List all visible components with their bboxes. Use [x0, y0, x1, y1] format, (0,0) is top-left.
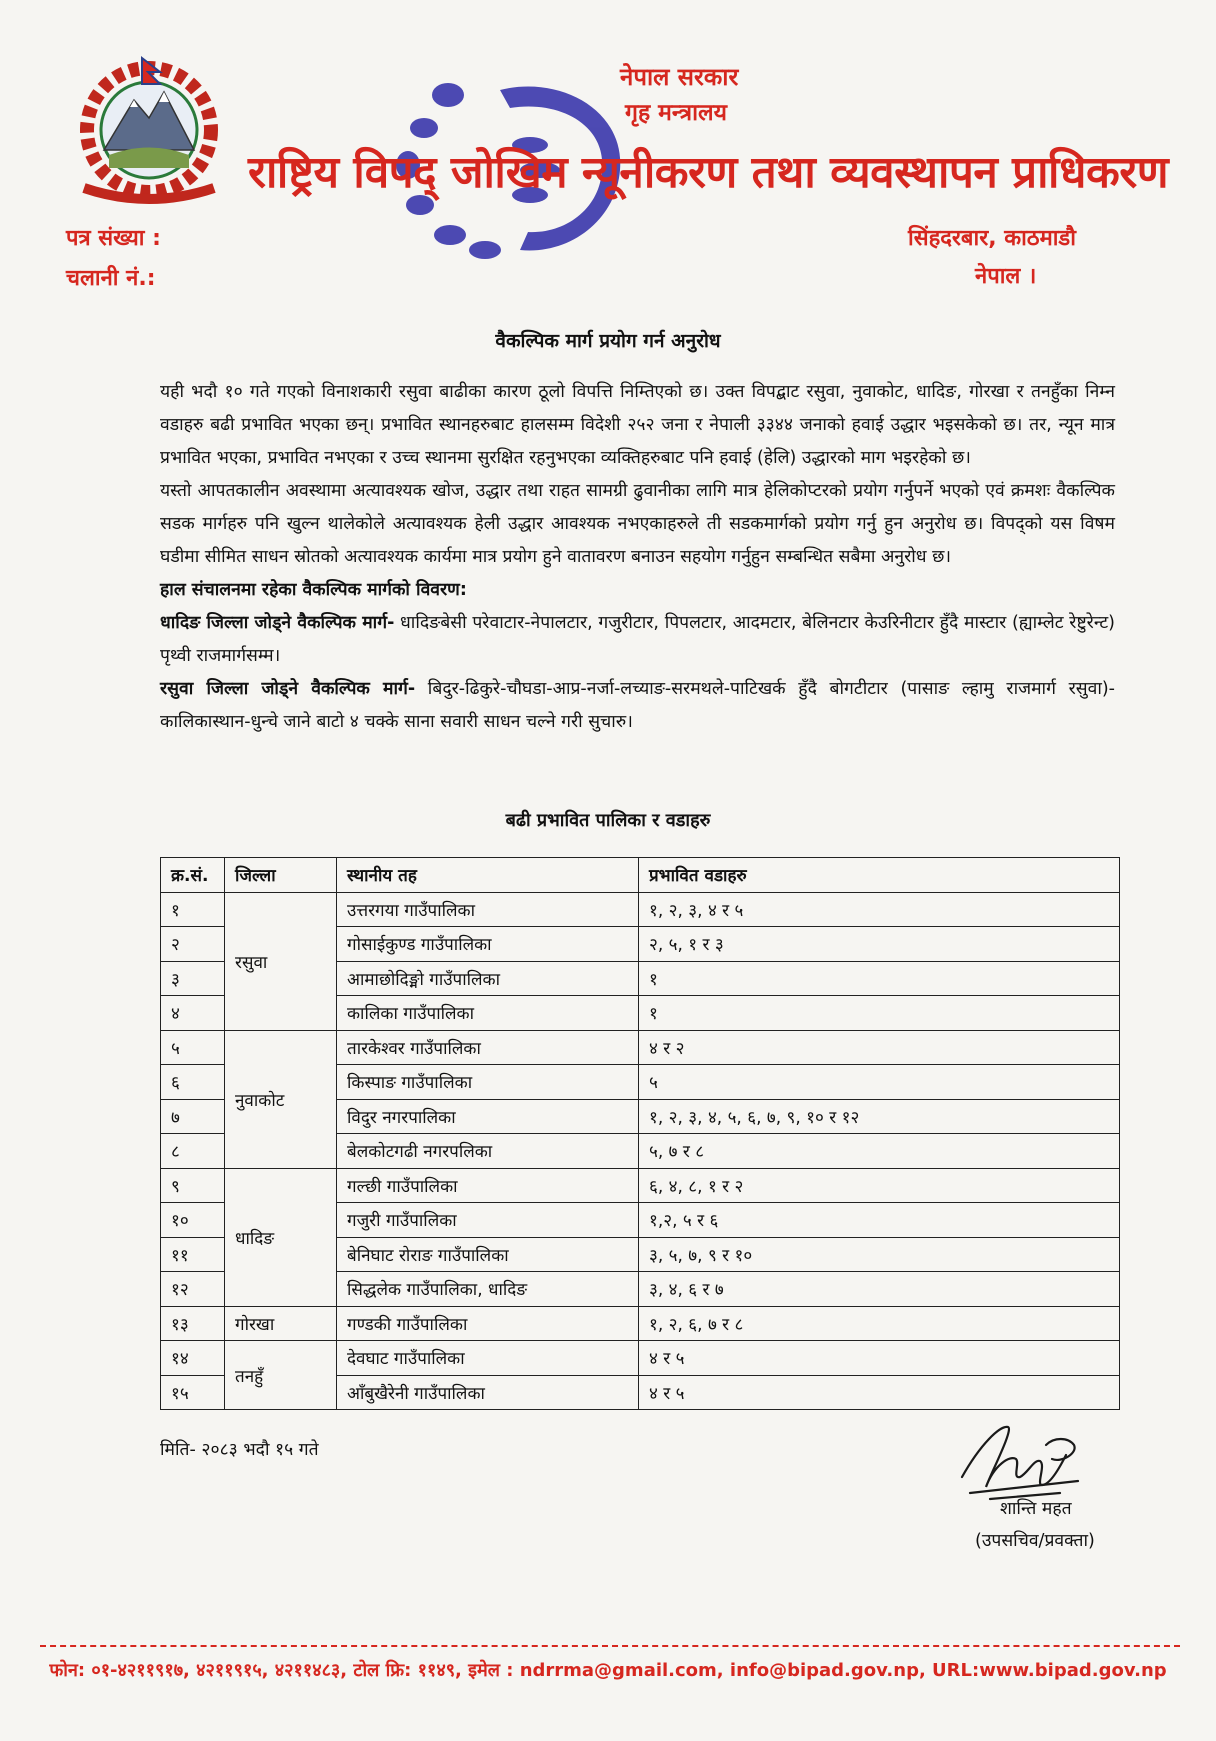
signer-title: (उपसचिव/प्रवक्ता) — [975, 1531, 1095, 1551]
district-cell: धादिङ — [225, 1168, 337, 1306]
letter-date: मिति- २०८३ भदौ १५ गते — [160, 1440, 319, 1460]
signer-name: शान्ति महत — [1000, 1499, 1072, 1519]
serial-cell: १२ — [161, 1272, 225, 1307]
affected-wards-cell: ५, ७ र ८ — [639, 1134, 1120, 1169]
affected-wards-cell: १ — [639, 961, 1120, 996]
serial-cell: ३ — [161, 961, 225, 996]
header-district: जिल्ला — [225, 858, 337, 893]
footer-contact: फोन: ०१-४२११९१७, ४२११९१५, ४२११४८३, टोल फ्रि: ११४९, इमेल : ndrrma@gmail.com, info@bipad.gov.np, URL:www.bipad.gov.np — [49, 1660, 1167, 1681]
ministry-name: गृह मन्त्रालय — [625, 100, 727, 126]
affected-wards-cell: ४ र ५ — [639, 1375, 1120, 1410]
local-level-cell: देवघाट गाउँपालिका — [337, 1341, 639, 1376]
paragraph-1: यही भदौ १० गते गएको विनाशकारी रसुवा बाढीका कारण ठूलो विपत्ति निम्तिएको छ। उक्त विपद्बाट रसुवा, नुवाकोट, धादिङ, गोरखा र तनहुँका निम्न वडाहरु बढी प्रभावित भएका छन्। प्रभावित स्थानहरुबाट हालसम्म विदेशी २५२ जना र नेपाली ३३४४ जनाको हवाई उद्धार भइसकेको छ। तर, न्यून मात्र प्रभावित भएका, प्रभावित नभएका र उच्च स्थानमा सुरक्षित रहनुभएका व्यक्तिहरुबाट पनि हवाई (हेलि) उद्धारको माग भइरहेको छ। — [160, 382, 1115, 468]
paragraph-2: यस्तो आपतकालीन अवस्थामा अत्यावश्यक खोज, उद्धार तथा राहत सामग्री ढुवानीका लागि मात्र हेलिकोप्टरको प्रयोग गर्नुपर्ने भएको एवं क्रमशः वैकल्पिक सडक मार्गहरु पनि खुल्न थालेकोले अत्यावश्यक हेली उद्धार आवश्यक नभएकाहरुले ती सडकमार्गको प्रयोग गर्नु हुन अनुरोध छ। विपद्को यस विषम घडीमा सीमित साधन स्रोतको अत्यावश्यक कार्यमा मात्र प्रयोग हुने वातावरण बनाउन सहयोग गर्नुहुन सम्बन्धित सबैमा अनुरोध छ। — [160, 481, 1115, 567]
local-level-cell: बेनिघाट रोराङ गाउँपालिका — [337, 1237, 639, 1272]
table-title: बढी प्रभावित पालिका र वडाहरु — [505, 810, 711, 831]
table-row — [161, 1030, 1120, 1065]
local-level-cell: गण्डकी गाउँपालिका — [337, 1306, 639, 1341]
affected-wards-cell: ५ — [639, 1065, 1120, 1100]
serial-cell: ८ — [161, 1134, 225, 1169]
footer-divider — [40, 1645, 1180, 1647]
serial-cell: ७ — [161, 1099, 225, 1134]
letter-subject: वैकल्पिक मार्ग प्रयोग गर्न अनुरोध — [495, 330, 721, 352]
affected-wards-cell: ४ र ५ — [639, 1341, 1120, 1376]
serial-cell: १३ — [161, 1306, 225, 1341]
rasuwa-route-label: रसुवा जिल्ला जोड्ने वैकल्पिक मार्ग- — [160, 679, 416, 699]
affected-wards-cell: ४ र २ — [639, 1030, 1120, 1065]
local-level-cell: किस्पाङ गाउँपालिका — [337, 1065, 639, 1100]
district-cell: नुवाकोट — [225, 1030, 337, 1168]
district-cell: गोरखा — [225, 1306, 337, 1341]
signature — [950, 1415, 1090, 1505]
local-level-cell: बेलकोटगढी नगरपलिका — [337, 1134, 639, 1169]
ministry-parent-label: नेपाल सरकार — [620, 63, 739, 91]
local-level-cell: उत्तरगया गाउँपालिका — [337, 892, 639, 927]
local-level-cell: आमाछोदिङ्मो गाउँपालिका — [337, 961, 639, 996]
header-serial: क्र.सं. — [161, 858, 225, 893]
local-level-cell: विदुर नगरपालिका — [337, 1099, 639, 1134]
header-local-level: स्थानीय तह — [337, 858, 639, 893]
address-line-2: नेपाल । — [975, 264, 1037, 289]
rasuwa-route-text: बिदुर-ढिकुरे-चौघडा-आप्र-नर्जा-लच्याङ-सरमथले-पाटिखर्क हुँदै बोगटीटार (पासाङ ल्हामु राजमार्ग रसुवा)-कालिकास्थान-धुन्चे जाने बाटो ४ चक्के साना सवारी साधन चल्ने गरी सुचारु। — [160, 679, 1115, 732]
district-cell: रसुवा — [225, 892, 337, 1030]
serial-cell: १० — [161, 1203, 225, 1238]
affected-wards-cell: २, ५, १ र ३ — [639, 927, 1120, 962]
affected-wards-cell: १, २, ३, ४ र ५ — [639, 892, 1120, 927]
authority-title: राष्ट्रिय विपद् जोखिम न्यूनीकरण तथा व्यवस्थापन प्राधिकरण — [248, 147, 1169, 198]
table-row — [161, 1306, 1120, 1341]
serial-cell: ९ — [161, 1168, 225, 1203]
affected-wards-cell: १ — [639, 996, 1120, 1031]
local-level-cell: गजुरी गाउँपालिका — [337, 1203, 639, 1238]
serial-cell: ११ — [161, 1237, 225, 1272]
local-level-cell: गोसाईकुण्ड गाउँपालिका — [337, 927, 639, 962]
table-body — [161, 892, 1120, 1410]
government-emblem — [64, 50, 234, 210]
serial-cell: २ — [161, 927, 225, 962]
serial-cell: १५ — [161, 1375, 225, 1410]
affected-wards-cell: १,२, ५ र ६ — [639, 1203, 1120, 1238]
serial-cell: १४ — [161, 1341, 225, 1376]
serial-cell: ६ — [161, 1065, 225, 1100]
affected-wards-cell: ३, ४, ६ र ७ — [639, 1272, 1120, 1307]
serial-cell: ४ — [161, 996, 225, 1031]
table-row — [161, 892, 1120, 927]
dhading-route-text: धादिङबेसी परेवाटार-नेपालटार, गजुरीटार, पिपलटार, आदमटार, बेलिनटार केउरिनीटार हुँदै मास्टार (ह्याम्लेट रेष्टुरेन्ट) पृथ्वी राजमार्गसम्म। — [160, 613, 1115, 666]
local-level-cell: तारकेश्वर गाउँपालिका — [337, 1030, 639, 1065]
local-level-cell: गल्छी गाउँपालिका — [337, 1168, 639, 1203]
affected-wards-cell: १, २, ३, ४, ५, ६, ७, ९, १० र १२ — [639, 1099, 1120, 1134]
affected-wards-cell: १, २, ६, ७ र ८ — [639, 1306, 1120, 1341]
dispatch-number-label: चलानी नं.: — [66, 266, 156, 291]
table-row — [161, 1168, 1120, 1203]
address-line-1: सिंहदरबार, काठमाडौ — [908, 226, 1076, 251]
dhading-route-label: धादिङ जिल्ला जोड्ने वैकल्पिक मार्ग- — [160, 613, 395, 633]
affected-wards-cell: ३, ५, ७, ९ र १० — [639, 1237, 1120, 1272]
routes-heading: हाल संचालनमा रहेका वैकल्पिक मार्गको विवरण: — [160, 580, 467, 600]
affected-wards-cell: ६, ४, ८, १ र २ — [639, 1168, 1120, 1203]
district-cell: तनहुँ — [225, 1341, 337, 1410]
letter-body — [160, 376, 1115, 739]
local-level-cell: कालिका गाउँपालिका — [337, 996, 639, 1031]
affected-wards-table — [160, 857, 1120, 1410]
header-affected-wards: प्रभावित वडाहरु — [639, 858, 1120, 893]
local-level-cell: सिद्धलेक गाउँपालिका, धादिङ — [337, 1272, 639, 1307]
table-header-row — [161, 858, 1120, 893]
table-row — [161, 1341, 1120, 1376]
rasuwa-route — [160, 673, 1115, 739]
letter-number-label: पत्र संख्या : — [66, 226, 161, 251]
serial-cell: १ — [161, 892, 225, 927]
local-level-cell: आँबुखैरेनी गाउँपालिका — [337, 1375, 639, 1410]
serial-cell: ५ — [161, 1030, 225, 1065]
dhading-route — [160, 607, 1115, 673]
